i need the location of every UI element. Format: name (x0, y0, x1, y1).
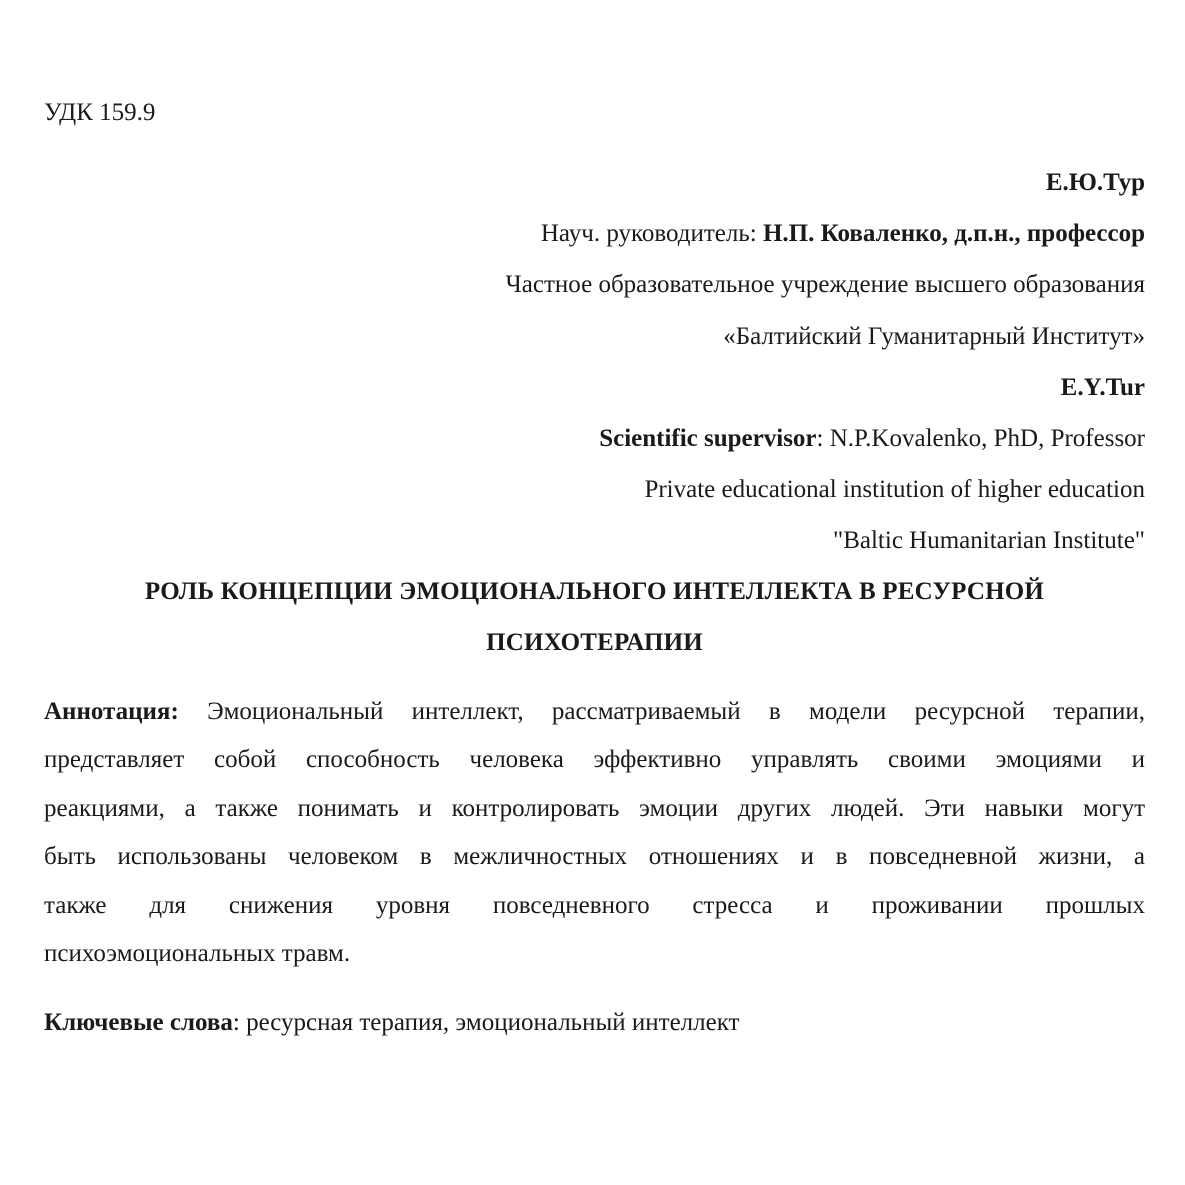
supervisor-name-ru: Н.П. Коваленко, д.п.н., профессор (762, 220, 1145, 247)
institution-line1-ru: Частное образовательное учреждение высшего образования (505, 271, 1145, 298)
author-name-en: E.Y.Tur (1060, 374, 1145, 401)
abstract-line1 (44, 697, 1145, 727)
supervisor-line-ru (44, 219, 1145, 249)
abstract-word: проживании (871, 892, 1003, 919)
supervisor-line-en (44, 424, 1145, 454)
abstract-line1-text: Эмоциональный интеллект, рассматриваемый в модели ресурсной терапии, (178, 698, 1145, 725)
article-title-line2: ПСИХОТЕРАПИИ (486, 629, 703, 656)
abstract-word: стресса (692, 892, 773, 919)
abstract-line2: представляет собой способность человека эффективно управлять своими эмоциями и (44, 746, 1145, 773)
abstract-line6: психоэмоциональных травм. (44, 940, 351, 967)
abstract-word: и (815, 892, 829, 919)
supervisor-label-en: Scientific supervisor (599, 425, 817, 452)
abstract-line3: реакциями, а также понимать и контролировать эмоции других людей. Эти навыки могут (44, 795, 1145, 822)
institution-line1-en: Private educational institution of higher education (644, 476, 1145, 503)
udk-code: УДК 159.9 (44, 99, 156, 126)
abstract-line4: быть использованы человеком в межличностных отношениях и в повседневной жизни, а (44, 843, 1145, 870)
abstract-word: снижения (228, 892, 334, 919)
abstract-word: для (149, 892, 187, 919)
institution-line2-ru: «Балтийский Гуманитарный Институт» (723, 323, 1145, 350)
abstract-word: также (44, 892, 107, 919)
abstract-word: повседневного (492, 892, 650, 919)
author-name-ru: Е.Ю.Тур (1045, 169, 1145, 196)
supervisor-rest-en: : N.P.Kovalenko, PhD, Professor (816, 425, 1145, 452)
keywords-text: : ресурсная терапия, эмоциональный интеллект (232, 1009, 740, 1036)
institution-line2-en: "Baltic Humanitarian Institute" (833, 527, 1145, 554)
abstract-line5 (44, 891, 1145, 921)
abstract-label: Аннотация: (44, 698, 179, 725)
document-page (44, 0, 1145, 1185)
keywords-line (44, 1008, 1145, 1038)
abstract-word: уровня (375, 892, 451, 919)
abstract-word: прошлых (1045, 892, 1145, 919)
article-title-line1: РОЛЬ КОНЦЕПЦИИ ЭМОЦИОНАЛЬНОГО ИНТЕЛЛЕКТА В РЕСУРСНОЙ (144, 578, 1045, 605)
keywords-label: Ключевые слова (44, 1009, 233, 1036)
supervisor-label-ru: Науч. руководитель: (540, 220, 763, 247)
